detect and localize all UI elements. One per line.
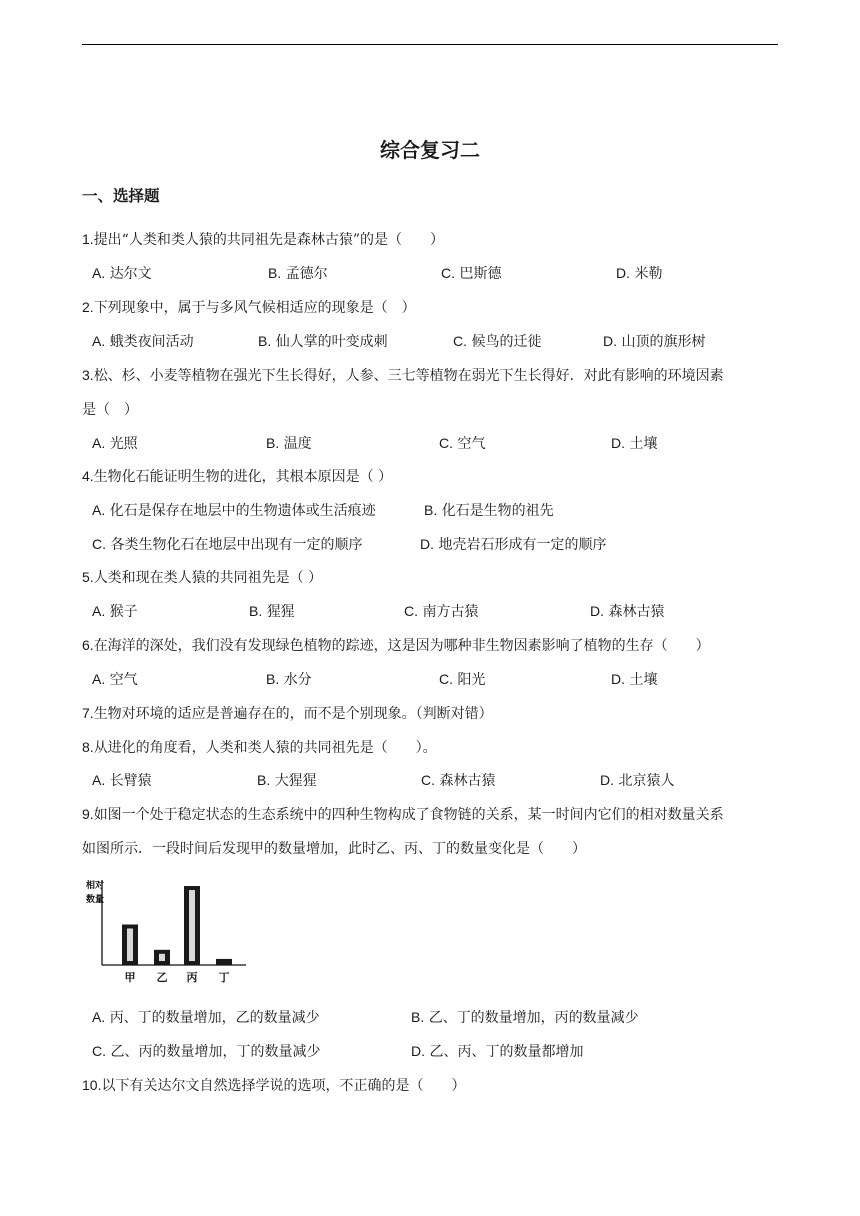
- q8-option-a[interactable]: A. 长臂猿: [92, 772, 152, 789]
- chart-ylabel-char: 量: [95, 895, 105, 905]
- chart-ylabel-char: 对: [95, 881, 105, 891]
- header-rule: [82, 44, 778, 45]
- q5-option-c[interactable]: C. 南方古猿: [404, 603, 479, 620]
- q9-option-a[interactable]: A. 丙、丁的数量增加，乙的数量减少: [92, 1009, 320, 1026]
- q4-option-d[interactable]: D. 地壳岩石形成有一定的顺序: [420, 536, 607, 553]
- population-bar-chart: [78, 874, 254, 986]
- q9-option-b[interactable]: B. 乙、丁的数量增加，丙的数量减少: [411, 1009, 639, 1026]
- question-9: 9.如图一个处于稳定状态的生态系统中的四种生物构成了食物链的关系，某一时间内它们的相对数量关系: [82, 806, 724, 823]
- chart-category-label: 丁: [218, 971, 230, 984]
- chart-bar-texture: [189, 890, 195, 961]
- question-9-cont: 如图所示．一段时间后发现甲的数量增加，此时乙、丙、丁的数量变化是（ ）: [82, 841, 586, 857]
- chart-bar-texture: [159, 954, 165, 961]
- question-4: 4.生物化石能证明生物的进化，其根本原因是（ ）: [82, 468, 393, 485]
- chart-category-label: 乙: [156, 971, 168, 984]
- question-10: 10.以下有关达尔文自然选择学说的选项，不正确的是（ ）: [82, 1077, 466, 1094]
- q2-option-a[interactable]: A. 蛾类夜间活动: [92, 333, 194, 350]
- section-heading: 一、选择题: [82, 187, 160, 205]
- q8-option-c[interactable]: C. 森林古猿: [421, 772, 496, 789]
- question-5: 5.人类和现在类人猿的共同祖先是（ ）: [82, 569, 323, 586]
- question-2: 2.下列现象中，属于与多风气候相适应的现象是（ ）: [82, 299, 416, 316]
- question-8: 8.从进化的角度看，人类和类人猿的共同祖先是（ ）。: [82, 739, 437, 756]
- chart-bar-texture: [127, 929, 133, 962]
- q4-option-b[interactable]: B. 化石是生物的祖先: [424, 502, 554, 519]
- q1-option-d[interactable]: D. 米勒: [616, 265, 663, 282]
- q3-option-a[interactable]: A. 光照: [92, 435, 138, 452]
- q4-option-a[interactable]: A. 化石是保存在地层中的生物遗体或生活痕迹: [92, 502, 376, 519]
- q5-option-a[interactable]: A. 猴子: [92, 603, 138, 620]
- q3-option-b[interactable]: B. 温度: [266, 435, 312, 452]
- q2-option-d[interactable]: D. 山顶的旗形树: [603, 333, 706, 350]
- chart-bars: [122, 886, 232, 965]
- q5-option-b[interactable]: B. 猩猩: [249, 603, 295, 620]
- q4-option-c[interactable]: C. 各类生物化石在地层中出现有一定的顺序: [92, 536, 363, 553]
- question-3-cont: 是（ ）: [82, 402, 138, 418]
- question-6: 6.在海洋的深处，我们没有发现绿色植物的踪迹，这是因为哪种非生物因素影响了植物的生存（ ）: [82, 637, 710, 654]
- q2-option-b[interactable]: B. 仙人掌的叶变成刺: [258, 333, 388, 350]
- q6-option-a[interactable]: A. 空气: [92, 671, 138, 688]
- q3-option-c[interactable]: C. 空气: [439, 435, 486, 452]
- q1-option-a[interactable]: A. 达尔文: [92, 265, 152, 282]
- q9-option-d[interactable]: D. 乙、丙、丁的数量都增加: [411, 1043, 584, 1060]
- q6-option-b[interactable]: B. 水分: [266, 671, 312, 688]
- q1-option-b[interactable]: B. 孟德尔: [268, 265, 328, 282]
- chart-category-label: 丙: [186, 971, 198, 984]
- question-7: 7.生物对环境的适应是普遍存在的，而不是个别现象。（判断对错）: [82, 705, 493, 722]
- q6-option-d[interactable]: D. 土壤: [611, 671, 658, 688]
- q2-option-c[interactable]: C. 候鸟的迁徙: [453, 333, 542, 350]
- q3-option-d[interactable]: D. 土壤: [611, 435, 658, 452]
- page-title: 综合复习二: [380, 138, 480, 162]
- q8-option-d[interactable]: D. 北京猿人: [600, 772, 675, 789]
- q1-option-c[interactable]: C. 巴斯德: [441, 265, 502, 282]
- chart-categories: [125, 970, 230, 984]
- chart-bar-4: [216, 959, 232, 965]
- q8-option-b[interactable]: B. 大猩猩: [257, 772, 317, 789]
- question-1: 1.提出“人类和类人猿的共同祖先是森林古猿”的是（ ）: [82, 231, 445, 248]
- chart-ylabel-char: 数: [86, 895, 96, 905]
- chart-ylabel-char: 相: [86, 881, 96, 891]
- chart-category-label: 甲: [124, 971, 136, 984]
- q5-option-d[interactable]: D. 森林古猿: [590, 603, 665, 620]
- question-3: 3.松、杉、小麦等植物在强光下生长得好，人参、三七等植物在弱光下生长得好．对此有影响的环境因素: [82, 367, 724, 384]
- q6-option-c[interactable]: C. 阳光: [439, 671, 486, 688]
- q9-option-c[interactable]: C. 乙、丙的数量增加，丁的数量减少: [92, 1043, 321, 1060]
